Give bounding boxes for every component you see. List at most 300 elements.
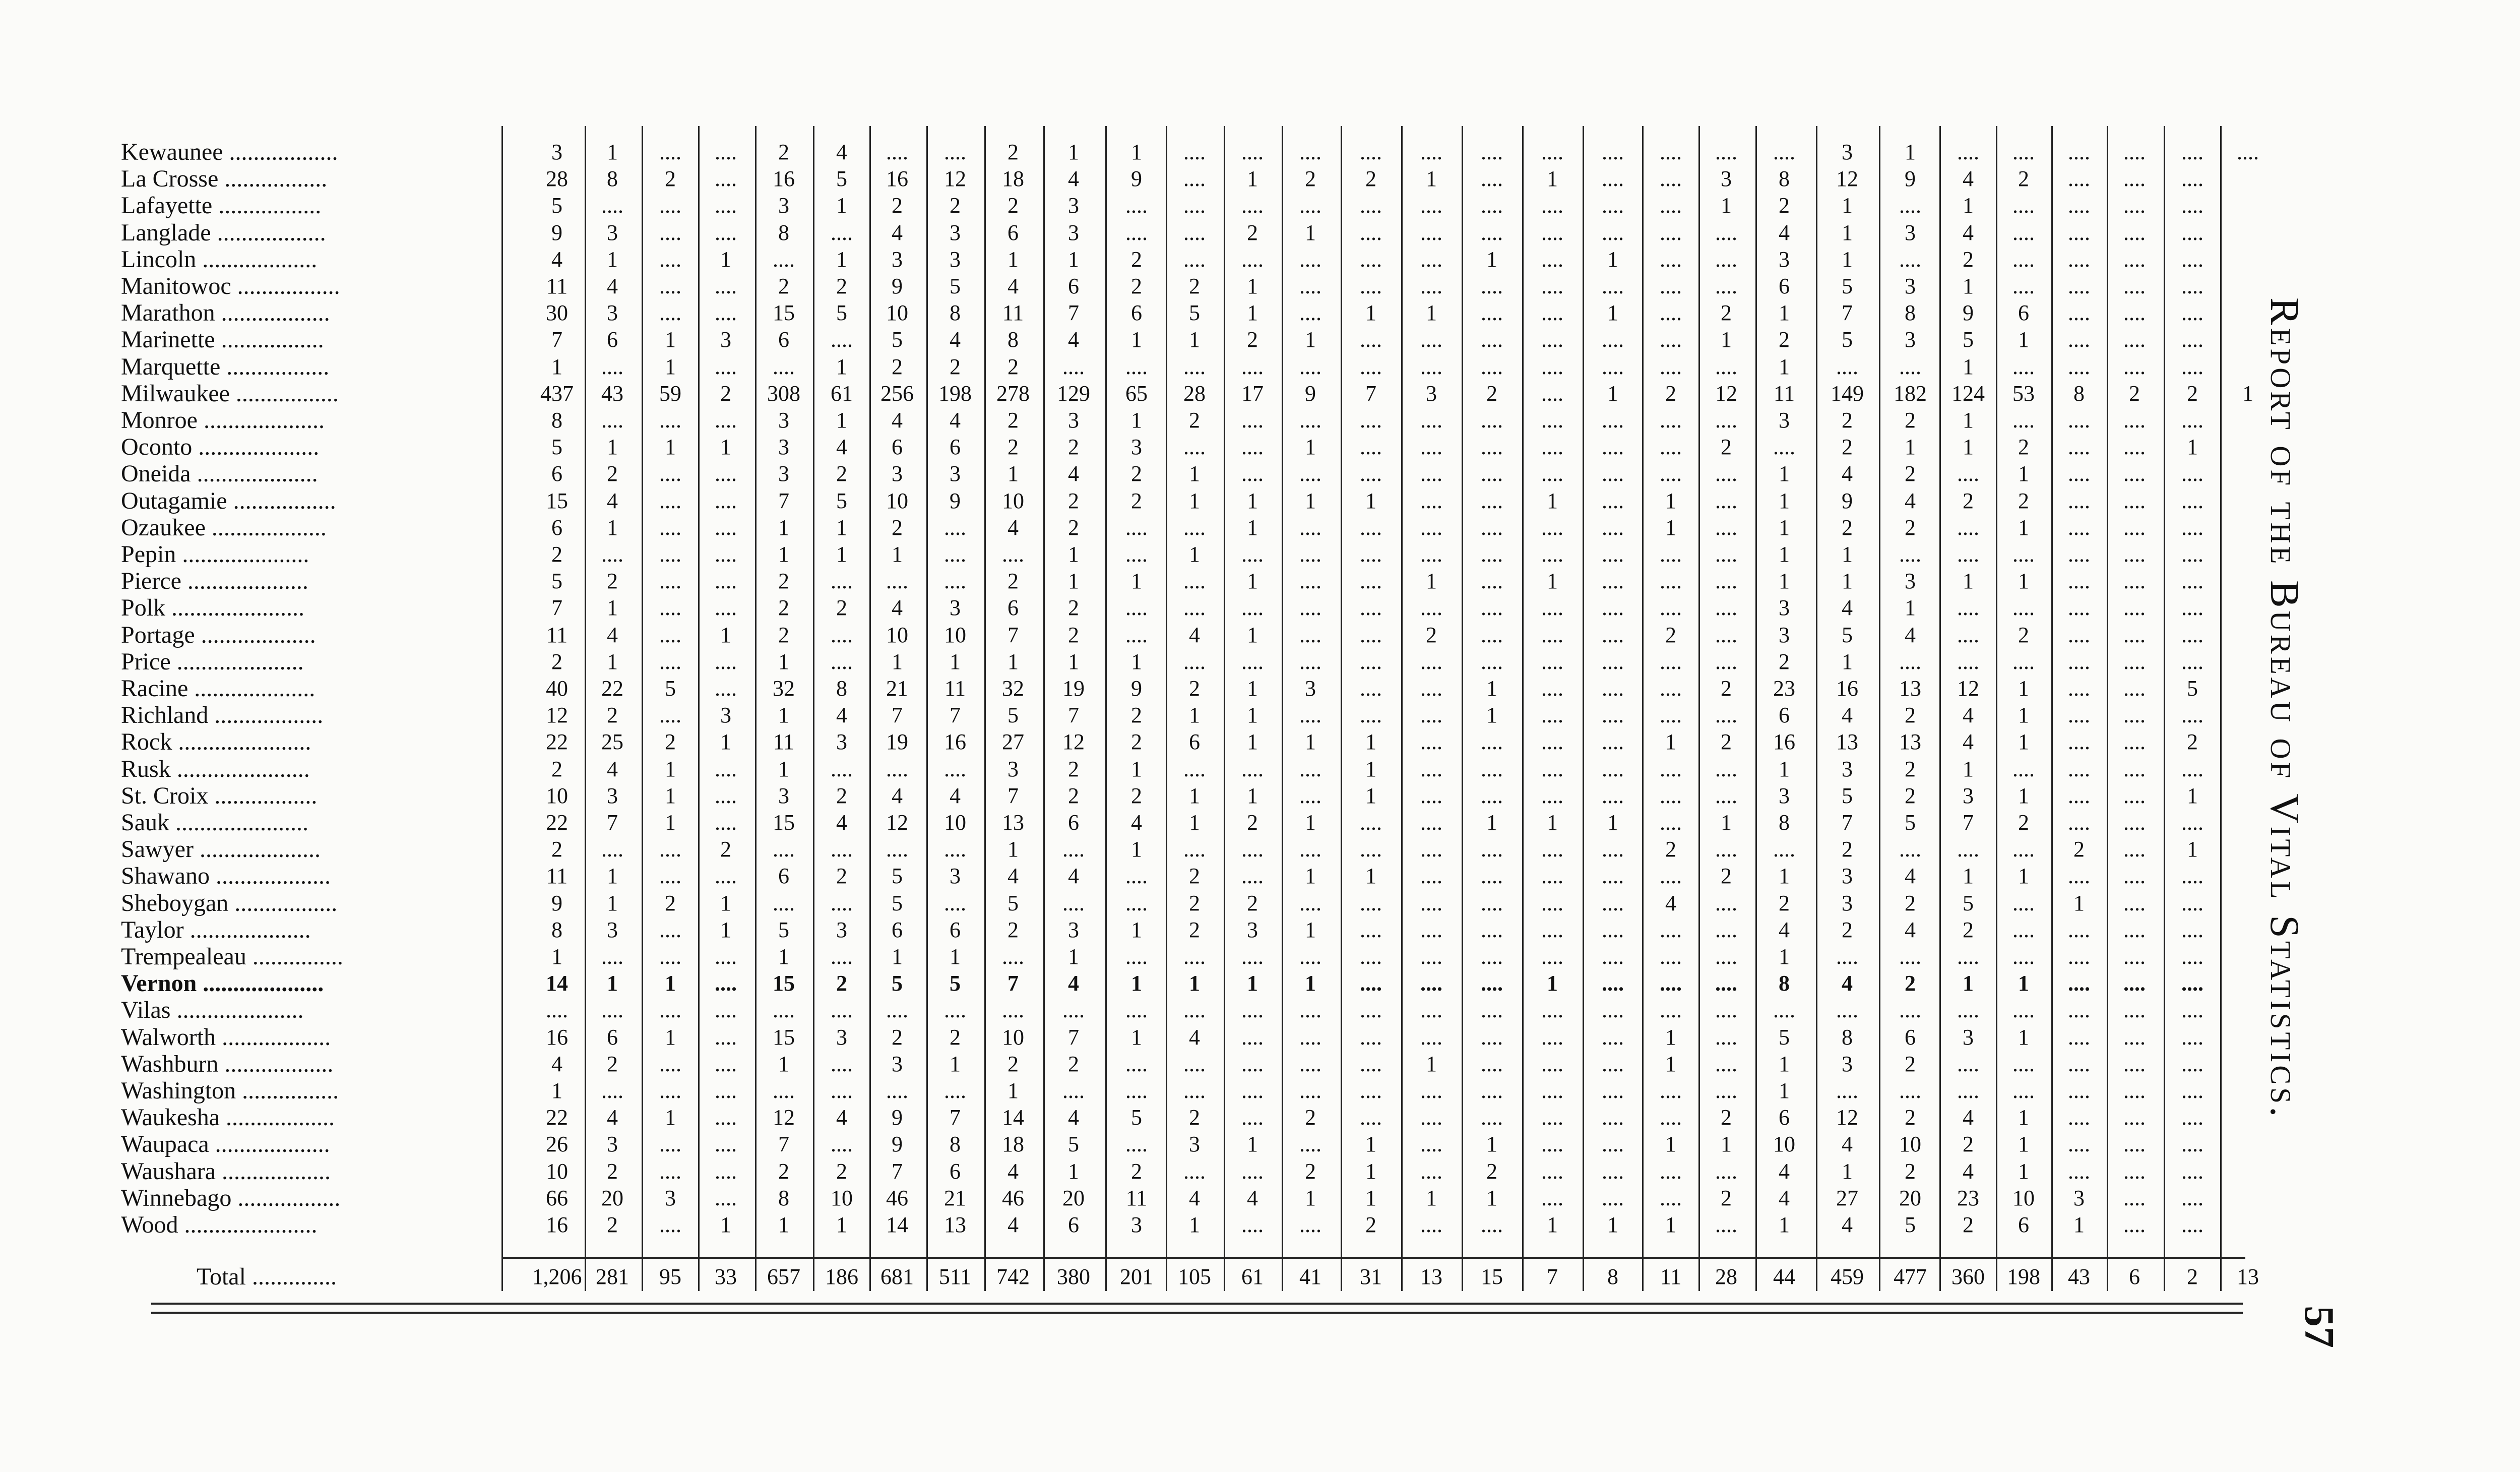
table-cell: .... [2181,408,2203,433]
table-cell: .... [1183,569,1206,594]
table-cell: .... [1660,703,1682,728]
table-cell: .... [1481,622,1503,647]
table-cell: .... [1715,515,1737,540]
table-cell: .... [659,569,681,594]
table-cell: 1 [1779,756,1790,781]
table-cell: .... [1541,435,1563,460]
table-cell: 2 [950,354,961,379]
table-cell: 1 [1665,515,1676,540]
table-cell: 1 [607,864,618,889]
table-cell: 8 [607,166,618,192]
column-rule [1224,126,1225,1291]
table-cell: 1 [1842,542,1853,567]
table-cell: 1 [1189,971,1200,996]
table-cell: .... [1183,166,1206,192]
table-cell: .... [1541,1105,1563,1130]
county-name: Richland .................. [121,702,324,729]
table-cell: 2 [1007,917,1019,942]
table-cell: .... [1541,703,1563,728]
table-cell: 1 [1247,274,1258,298]
table-cell: .... [1899,354,1921,379]
column-rule [1166,126,1167,1291]
table-cell: .... [1481,569,1503,594]
table-cell: .... [1602,193,1624,218]
table-cell: .... [1481,542,1503,567]
table-cell: .... [1125,595,1148,621]
table-cell: .... [2181,1024,2203,1050]
table-cell: 1 [1247,971,1258,996]
table-cell: .... [1715,944,1737,969]
table-cell: 9 [892,274,903,298]
table-cell: .... [1299,756,1321,781]
county-name: Wood ...................... [121,1211,318,1238]
table-cell: 1 [1665,488,1676,513]
table-cell: .... [659,1212,681,1237]
table-cell: 1 [1905,435,1916,460]
table-cell: .... [659,1078,681,1103]
table-cell: 16 [773,166,795,192]
table-cell: 2 [1905,703,1916,728]
table-cell: 1 [1547,488,1558,513]
table-cell: 7 [892,1158,903,1184]
table-cell: .... [1715,408,1737,433]
county-name: La Crosse ................. [121,165,328,193]
table-cell: 5 [836,488,847,513]
table-cell: 4 [1189,1024,1200,1050]
table-cell: 1 [665,1024,676,1050]
table-cell: 7 [1068,1024,1079,1050]
table-cell: .... [1660,300,1682,326]
column-rule [2051,126,2053,1291]
table-cell: .... [1420,542,1442,567]
table-cell: .... [1715,1024,1737,1050]
table-cell: 6 [892,435,903,460]
table-cell: 3 [1905,274,1916,298]
table-cell: .... [1241,998,1264,1023]
table-cell: 4 [607,1105,618,1130]
table-cell: 1 [2018,1158,2029,1184]
table-cell: 1 [1665,1024,1676,1050]
table-cell: 1 [1426,1185,1437,1210]
table-cell: .... [1420,1024,1442,1050]
table-cell: 1 [778,756,789,781]
table-cell: 4 [1779,917,1790,942]
table-cell: 2 [1365,1212,1376,1237]
table-cell: 6 [1131,300,1142,326]
table-cell: 2 [836,783,847,808]
table-cell: .... [1183,595,1206,621]
total-cell: 13 [1420,1264,1442,1290]
table-cell: 2 [607,1212,618,1237]
table-cell: .... [886,998,908,1023]
table-cell: 6 [551,461,562,486]
table-cell: 10 [831,1185,853,1210]
table-cell: .... [1660,864,1682,889]
table-cell: 6 [1189,729,1200,755]
table-cell: 1 [1426,1051,1437,1076]
table-cell: 1 [1721,327,1732,352]
table-cell: 12 [773,1105,795,1130]
table-cell: 6 [1007,595,1019,621]
table-cell: 1 [2018,703,2029,728]
table-cell: .... [944,542,966,567]
table-cell: .... [2068,622,2090,647]
table-cell: .... [1715,354,1737,379]
table-cell: .... [1602,703,1624,728]
table-cell: .... [1957,837,1979,862]
table-cell: .... [1183,649,1206,674]
table-cell: .... [1241,1051,1264,1076]
table-cell: .... [1660,676,1682,701]
table-cell: .... [1541,1078,1563,1103]
table-cell: .... [1602,1078,1624,1103]
table-cell: 20 [1062,1185,1085,1210]
table-cell: .... [1773,140,1795,164]
table-cell: 4 [1779,1185,1790,1210]
table-cell: .... [773,998,795,1023]
table-cell: 2 [1189,408,1200,433]
table-cell: 21 [886,676,908,701]
table-cell: 4 [551,1051,562,1076]
table-cell: 1 [1189,783,1200,808]
table-cell: 3 [778,783,789,808]
table-cell: .... [2123,649,2146,674]
table-cell: .... [2123,1051,2146,1076]
table-cell: .... [1125,998,1148,1023]
table-cell: 2 [1721,676,1732,701]
table-cell: .... [1360,274,1382,298]
table-cell: .... [2123,435,2146,460]
table-cell: 1 [720,917,731,942]
table-cell: 8 [1007,327,1019,352]
table-cell: 2 [1247,890,1258,915]
table-cell: 4 [1068,864,1079,889]
table-cell: .... [2181,354,2203,379]
table-cell: 11 [773,729,795,755]
table-cell: 2 [1189,917,1200,942]
table-cell: .... [2068,595,2090,621]
table-cell: .... [1541,542,1563,567]
table-cell: 4 [1905,864,1916,889]
table-cell: 2 [551,649,562,674]
table-cell: .... [2181,1158,2203,1184]
total-cell: 1,206 [532,1264,582,1290]
table-cell: .... [1299,274,1321,298]
table-cell: .... [1360,837,1382,862]
table-cell: 15 [773,971,795,996]
table-cell: .... [1360,944,1382,969]
county-name: Sawyer .................... [121,836,321,863]
table-cell: .... [659,247,681,272]
table-cell: 12 [1062,729,1085,755]
table-cell: 1 [1247,488,1258,513]
table-cell: 1 [1007,1078,1019,1103]
table-cell: 6 [950,1158,961,1184]
table-cell: 182 [1894,381,1927,406]
table-cell: 1 [778,703,789,728]
table-cell: 2 [1305,1105,1316,1130]
table-cell: 2 [1721,435,1732,460]
table-cell: 1 [1247,1132,1258,1157]
table-cell: 21 [944,1185,966,1210]
table-cell: .... [944,756,966,781]
table-cell: 7 [1842,300,1853,326]
table-cell: 2 [892,354,903,379]
table-cell: .... [715,300,737,326]
table-cell: .... [1715,971,1737,996]
table-cell: 1 [1131,756,1142,781]
table-cell: 2 [950,193,961,218]
table-cell: 4 [1007,1212,1019,1237]
table-cell: 20 [601,1185,623,1210]
table-cell: 2 [1068,783,1079,808]
table-cell: .... [1541,998,1563,1023]
table-cell: .... [1957,595,1979,621]
table-cell: .... [1602,1132,1624,1157]
table-cell: .... [1241,649,1264,674]
table-cell: .... [944,890,966,915]
table-cell: .... [1660,756,1682,781]
table-cell: .... [659,542,681,567]
table-cell: .... [944,998,966,1023]
table-cell: .... [2068,193,2090,218]
table-cell: 7 [778,488,789,513]
table-cell: .... [2181,300,2203,326]
table-cell: .... [1420,461,1442,486]
county-name: St. Croix ................. [121,782,318,809]
table-cell: .... [1602,435,1624,460]
table-cell: .... [1541,193,1563,218]
table-cell: 7 [1007,783,1019,808]
table-cell: 2 [836,1158,847,1184]
table-cell: 3 [1905,569,1916,594]
table-cell: .... [1836,1078,1858,1103]
table-cell: .... [2123,944,2146,969]
table-cell: .... [1957,649,1979,674]
table-cell: 1 [1365,729,1376,755]
table-cell: .... [1183,944,1206,969]
table-cell: 4 [1007,1158,1019,1184]
table-cell: .... [2068,300,2090,326]
table-cell: 1 [2018,1024,2029,1050]
table-cell: .... [1420,1158,1442,1184]
table-cell: 1 [950,1051,961,1076]
table-cell: .... [1541,1132,1563,1157]
table-cell: 1 [836,408,847,433]
table-cell: .... [1360,998,1382,1023]
table-cell: 1 [1607,300,1618,326]
table-cell: 2 [1842,408,1853,433]
table-cell: 5 [1068,1132,1079,1157]
table-cell: .... [1299,649,1321,674]
table-cell: .... [1602,220,1624,245]
table-cell: 1 [2187,837,2198,862]
table-cell: .... [1299,354,1321,379]
table-cell: .... [1602,783,1624,808]
table-cell: 2 [551,837,562,862]
table-cell: .... [1957,1051,1979,1076]
table-cell: .... [1299,569,1321,594]
table-cell: 3 [1068,408,1079,433]
table-cell: 1 [1665,1212,1676,1237]
table-cell: .... [1660,461,1682,486]
table-cell: .... [715,649,737,674]
table-cell: 4 [1842,461,1853,486]
table-cell: 3 [836,729,847,755]
table-cell: 4 [1842,1212,1853,1237]
table-cell: 1 [1486,676,1497,701]
table-cell: .... [715,542,737,567]
table-cell: 3 [1131,435,1142,460]
table-cell: 2 [1905,890,1916,915]
table-cell: .... [2123,703,2146,728]
table-cell: 1 [1779,542,1790,567]
county-name: Langlade .................. [121,219,326,246]
table-cell: .... [1602,595,1624,621]
column-rule [1816,126,1817,1291]
table-cell: 1 [1779,300,1790,326]
table-cell: 2 [1305,166,1316,192]
table-cell: .... [1183,756,1206,781]
table-cell: .... [2123,542,2146,567]
table-cell: 2 [1721,729,1732,755]
table-cell: 6 [1905,1024,1916,1050]
table-cell: 1 [2018,729,2029,755]
column-rule [1996,126,1997,1291]
table-cell: 2 [1779,649,1790,674]
table-cell: 9 [1305,381,1316,406]
table-cell: 5 [950,971,961,996]
table-cell: 2 [1007,140,1019,164]
table-cell: 4 [950,327,961,352]
table-cell: .... [2181,515,2203,540]
table-cell: .... [715,1051,737,1076]
table-cell: 2 [1131,783,1142,808]
table-cell: 7 [950,703,961,728]
table-cell: .... [1602,998,1624,1023]
table-cell: 10 [546,1158,568,1184]
column-rule [1583,126,1584,1291]
table-cell: .... [2181,917,2203,942]
table-cell: 19 [1062,676,1085,701]
table-cell: 7 [1963,810,1974,835]
table-cell: 1 [1963,756,1974,781]
table-cell: .... [1360,354,1382,379]
table-cell: 2 [836,971,847,996]
column-rule [984,126,986,1291]
table-cell: 5 [1842,327,1853,352]
table-cell: .... [2123,864,2146,889]
table-cell: 4 [836,810,847,835]
table-cell: .... [715,998,737,1023]
table-cell: 1 [778,944,789,969]
table-cell: 198 [938,381,972,406]
table-cell: .... [715,595,737,621]
county-name: Washburn .................. [121,1050,334,1077]
table-cell: 1 [1963,864,1974,889]
table-cell: 3 [1779,408,1790,433]
total-cell: 13 [2237,1264,2259,1290]
table-cell: .... [2123,1185,2146,1210]
table-cell: 9 [950,488,961,513]
table-cell: 6 [607,327,618,352]
table-cell: .... [1481,756,1503,781]
table-cell: .... [2012,542,2035,567]
table-cell: 1 [1068,944,1079,969]
table-cell: 1 [2018,515,2029,540]
table-cell: 5 [551,435,562,460]
table-cell: .... [2123,783,2146,808]
table-cell: 2 [1131,488,1142,513]
table-cell: .... [1241,408,1264,433]
table-cell: 13 [944,1212,966,1237]
table-cell: 1 [1247,622,1258,647]
table-cell: .... [1360,220,1382,245]
table-cell: .... [1299,408,1321,433]
table-cell: .... [546,998,568,1023]
table-cell: .... [1481,274,1503,298]
table-cell: .... [1541,1185,1563,1210]
table-cell: .... [2123,1212,2146,1237]
table-cell: 1 [1486,1185,1497,1210]
table-cell: .... [1420,890,1442,915]
table-cell: .... [1125,542,1148,567]
table-cell: 3 [1842,864,1853,889]
table-cell: 1 [1247,569,1258,594]
table-cell: .... [659,1051,681,1076]
county-name: Milwaukee ................. [121,380,339,407]
table-cell: .... [1360,595,1382,621]
table-cell: 1 [1305,810,1316,835]
table-cell: .... [1299,461,1321,486]
table-cell: 23 [1957,1185,1979,1210]
table-cell: .... [601,408,623,433]
table-cell: .... [1420,140,1442,164]
table-cell: 1 [1963,193,1974,218]
table-cell: 2 [1068,1051,1079,1076]
table-cell: .... [715,220,737,245]
table-cell: 2 [836,461,847,486]
column-rule [1522,126,1524,1291]
table-cell: 7 [950,1105,961,1130]
table-cell: .... [831,837,853,862]
table-cell: .... [2012,140,2035,164]
table-cell: .... [1481,729,1503,755]
table-cell: .... [2068,247,2090,272]
table-cell: 1 [1963,274,1974,298]
table-cell: 1 [720,247,731,272]
table-cell: 1 [2242,381,2253,406]
table-cell: .... [1299,193,1321,218]
table-cell: .... [2123,327,2146,352]
table-cell: 1 [1547,971,1558,996]
table-cell: 2 [1905,1105,1916,1130]
table-cell: 3 [1189,1132,1200,1157]
table-cell: .... [1125,864,1148,889]
table-cell: .... [2068,756,2090,781]
table-cell: 1 [1842,193,1853,218]
table-cell: .... [1715,488,1737,513]
table-cell: .... [1420,649,1442,674]
table-cell: 5 [551,193,562,218]
table-cell: .... [1241,837,1264,862]
table-cell: 1 [1007,649,1019,674]
table-cell: .... [601,354,623,379]
table-cell: 4 [607,622,618,647]
table-cell: .... [2068,542,2090,567]
table-cell: 1 [1365,1132,1376,1157]
table-cell: .... [2123,971,2146,996]
